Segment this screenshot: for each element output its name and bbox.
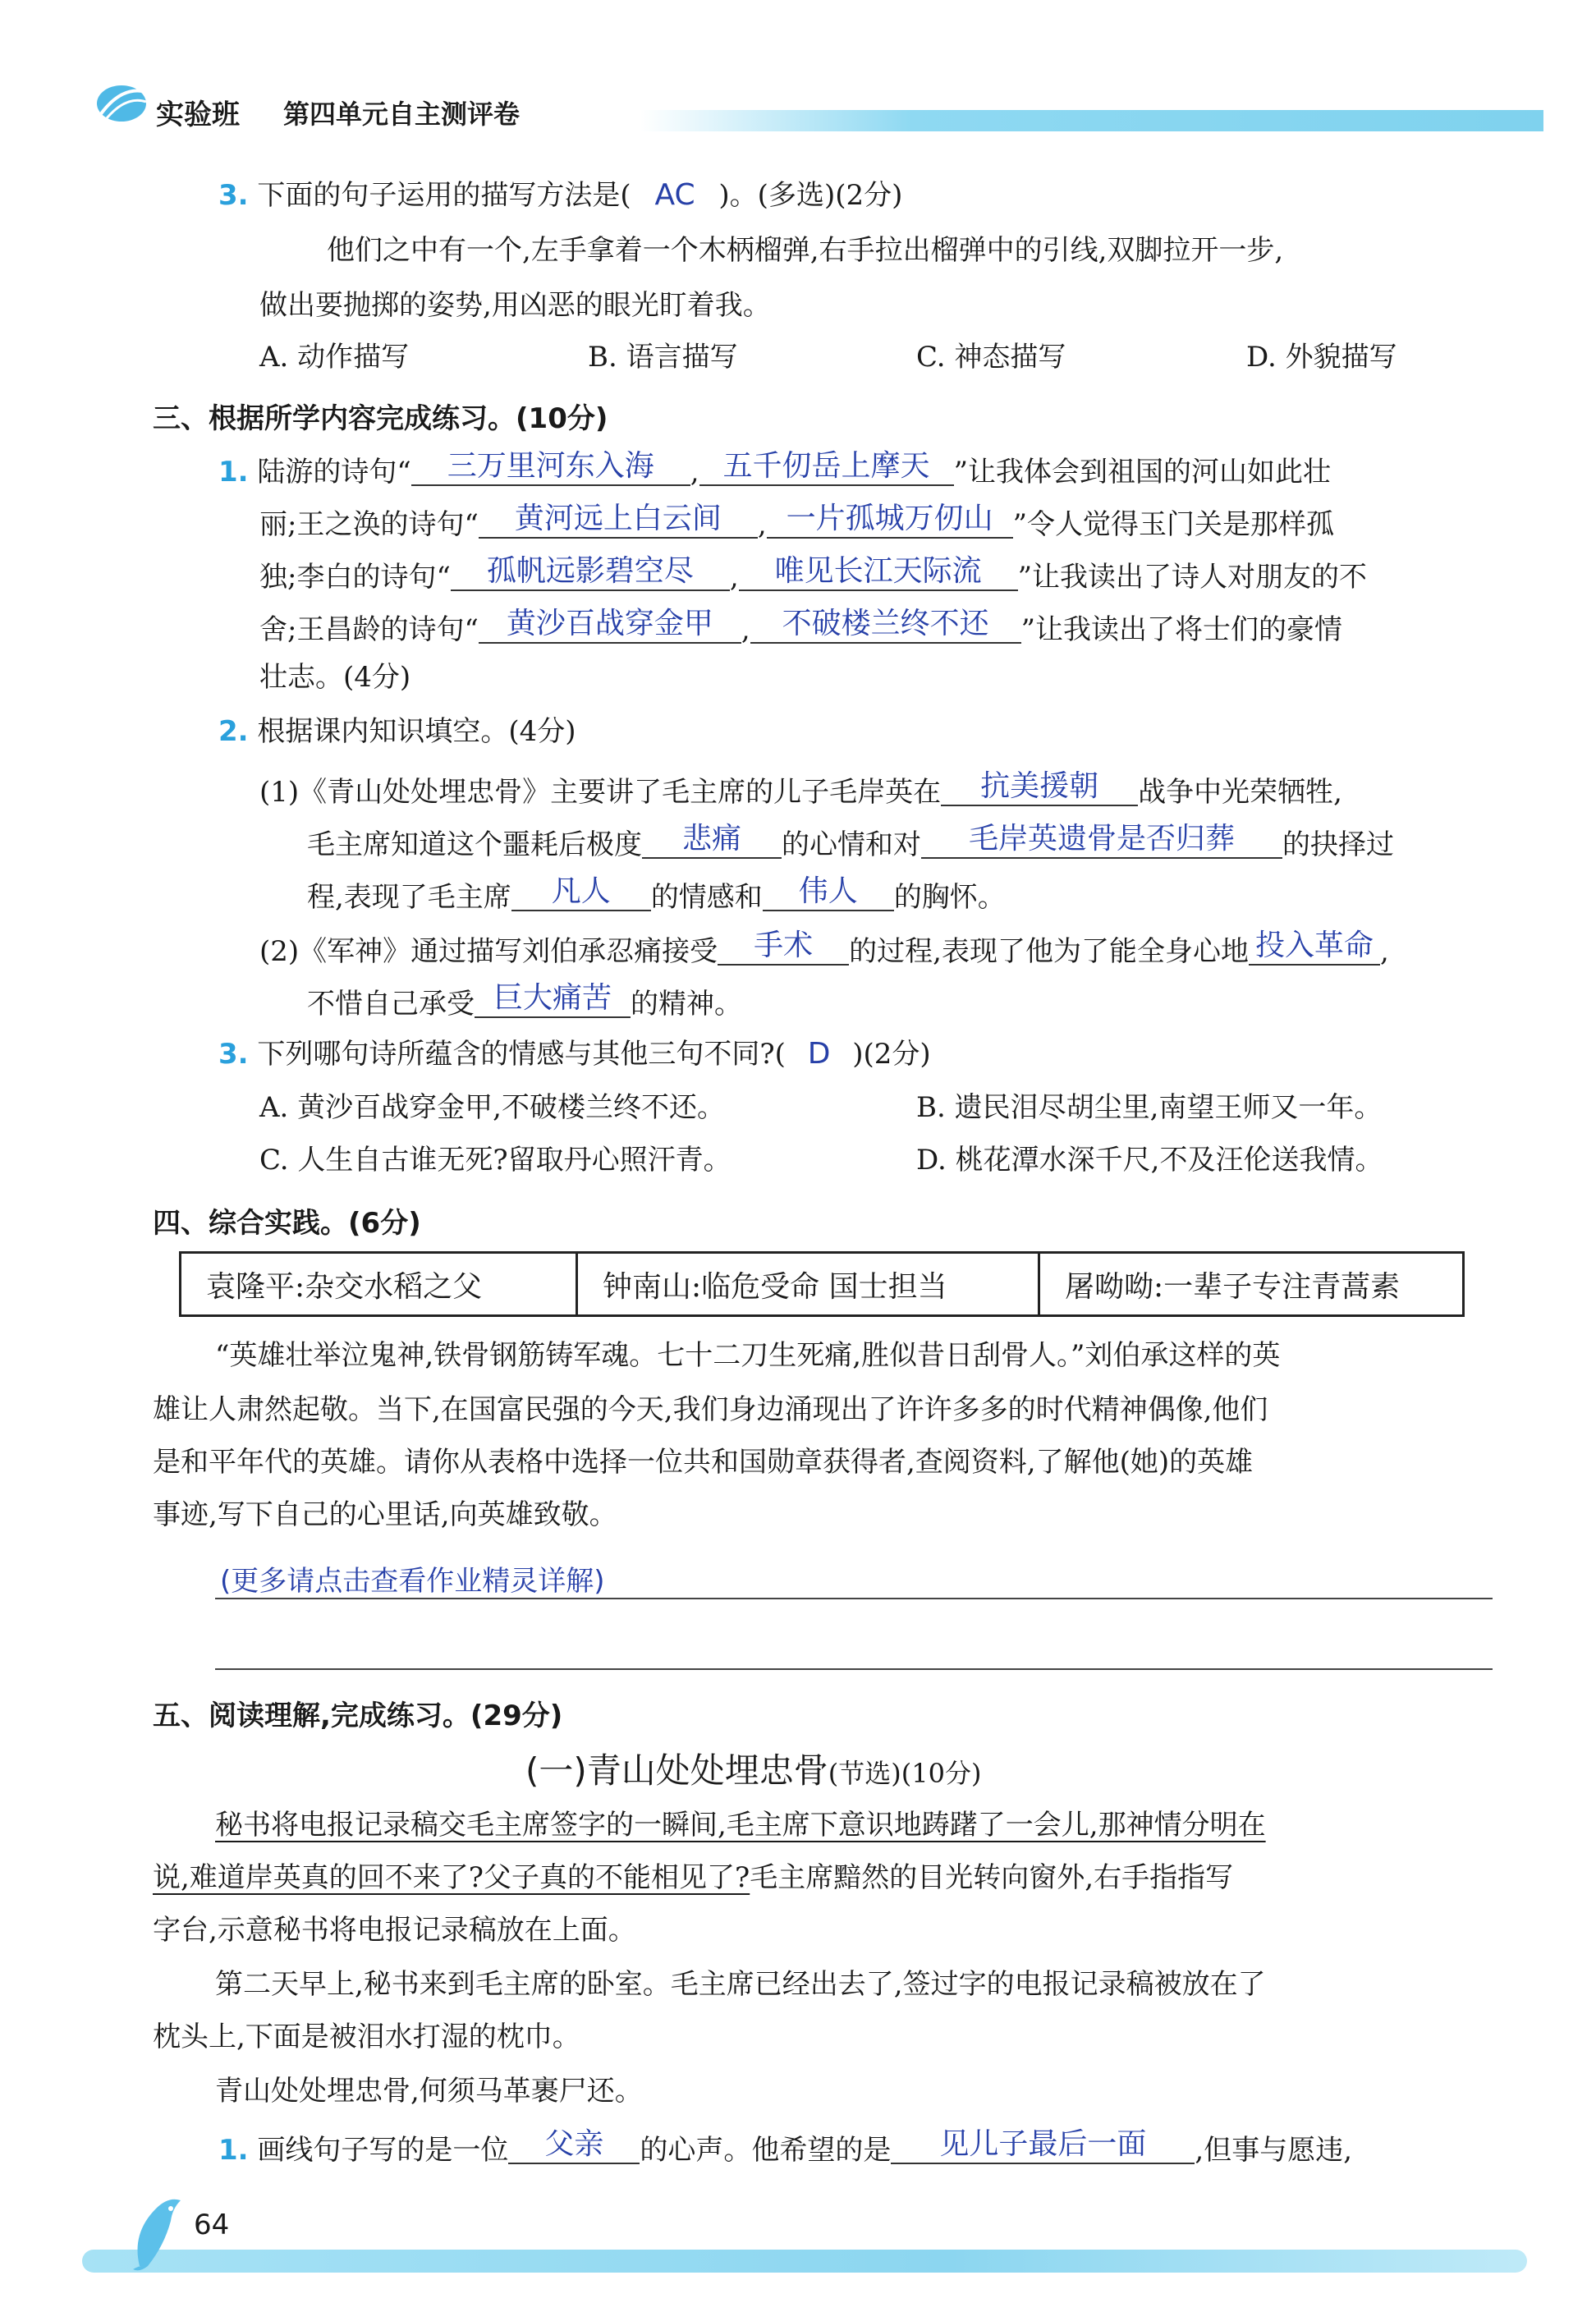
s3q2-line-4: (2)《军神》通过描写刘伯承忍痛接受 手术 的过程,表现了他为了能全身心地 投入革命 , [259,929,1389,968]
s3q2-line-5: 不惜自己承受 巨大痛苦 的精神。 [307,981,742,1021]
answer-s3q3: D [807,1037,831,1071]
option-a: A. 动作描写 [259,341,410,374]
s3q2-line-3: 程,表现了毛主席 凡人 的情感和 伟人 的胸怀。 [307,874,1006,914]
answer-grief: 悲痛 [642,824,782,859]
answer-poem-6: 唯见长江天际流 [739,557,1018,591]
s3q1-line-1: 1. 陆游的诗句“ 三万里河东入海 , 五千仞岳上摩天 ”让我体会到祖国的河山如此壮 [218,449,1331,489]
section-5-title: 五、阅读理解,完成练习。(29分) [153,1700,563,1732]
hero-cell-3: 屠呦呦:一辈子专注青蒿素 [1039,1253,1464,1316]
reading-p1-line-1: 秘书将电报记录稿交毛主席签字的一瞬间,毛主席下意识地踌躇了一会儿,那神情分明在 [215,1809,1266,1842]
s3q2-line-1: (1)《青山处处埋忠骨》主要讲了毛主席的儿子毛岸英在 抗美援朝 战争中光荣牺牲, [259,769,1342,809]
answer-poem-5: 孤帆远影碧空尽 [451,557,730,591]
reading-q1: 1. 画线句子写的是一位 父亲 的心声。他希望的是 见儿子最后一面 ,但事与愿违, [218,2127,1353,2167]
s3q1-line-5: 壮志。(4分) [259,661,411,694]
answer-pain: 巨大痛苦 [475,984,631,1018]
answer-revolution: 投入革命 [1249,931,1380,966]
page-number: 64 [194,2209,230,2241]
reading-subtitle: (一)青山处处埋忠骨(节选)(10分) [525,1750,982,1791]
s3q2-title: 2. 根据课内知识填空。(4分) [218,715,576,748]
s3q2-line-2: 毛主席知道这个噩耗后极度 悲痛 的心情和对 毛岸英遗骨是否归葬 的抉择过 [307,822,1394,861]
answer-poem-8: 不破楼兰终不还 [750,609,1021,644]
reading-p1-line-3: 字台,示意秘书将电报记录稿放在上面。 [153,1914,636,1947]
s3q1-line-4: 舍;王昌龄的诗句“ 黄沙百战穿金甲 , 不破楼兰终不还 ”让我读出了将士们的豪情 [259,607,1343,646]
sec4-para-2: 雄让人肃然起敬。当下,在国富民强的今天,我们身边涌现出了许许多多的时代精神偶像,他们 [153,1393,1268,1426]
question-3a: 3. 下面的句子运用的描写方法是( AC )。(多选)(2分) [218,178,903,212]
s3q3: 3. 下列哪句诗所蕴含的情感与其他三句不同?( D )(2分) [218,1037,931,1071]
brand-label: 实验班 [156,99,240,131]
answer-ordinary: 凡人 [511,877,651,911]
option-d: D. 外貌描写 [1246,341,1397,374]
answer-wish: 见儿子最后一面 [891,2130,1195,2164]
answer-great: 伟人 [763,877,894,911]
s3q3-option-d: D. 桃花潭水深千尺,不及汪伦送我情。 [916,1144,1383,1177]
hero-cell-1: 袁隆平:杂交水稻之父 [181,1253,577,1316]
answer-surgery: 手术 [718,931,849,966]
reading-p1-line-2: 说,难道岸英真的回不来了?父子真的不能相见了?毛主席黯然的目光转向窗外,右手指指写 [153,1861,1234,1894]
reading-p3: 青山处处埋忠骨,何须马革裹尸还。 [215,2075,643,2108]
passage-line-2: 做出要抛掷的姿势,用凶恶的眼光盯着我。 [259,289,771,322]
sec4-para-1: “英雄壮举泣鬼神,铁骨钢筋铸军魂。七十二刀生死痛,胜似昔日刮骨人。”刘伯承这样的英 [215,1339,1281,1372]
answer-poem-3: 黄河远上白云间 [479,504,758,539]
option-c: C. 神态描写 [916,341,1066,374]
s3q1-line-2: 丽;王之涣的诗句“ 黄河远上白云间 , 一片孤城万仞山 ”令人觉得玉门关是那样孤 [259,502,1335,541]
reading-p2-line-2: 枕头上,下面是被泪水打湿的枕巾。 [153,2021,580,2053]
s3q3-option-b: B. 遗民泪尽胡尘里,南望王师又一年。 [916,1091,1383,1124]
details-link[interactable]: (更多请点击查看作业精灵详解) [220,1565,605,1598]
answer-war: 抗美援朝 [941,772,1138,806]
s3q3-option-c: C. 人生自古谁无死?留取丹心照汗青。 [259,1144,732,1177]
answer-father: 父亲 [508,2130,640,2164]
s3q1-line-3: 独;李白的诗句“ 孤帆远影碧空尽 , 唯见长江天际流 ”让我读出了诗人对朋友的不 [259,554,1368,594]
paper-title: 第四单元自主测评卷 [283,99,521,130]
passage-line-1: 他们之中有一个,左手拿着一个木柄榴弹,右手拉出榴弹中的引线,双脚拉开一步, [327,234,1284,267]
heroes-table [179,1251,1465,1317]
sec4-para-4: 事迹,写下自己的心里话,向英雄致敬。 [153,1498,617,1531]
hero-cell-2: 钟南山:临危受命 国士担当 [577,1253,1039,1316]
writing-line-2 [215,1668,1493,1670]
reading-p2-line-1: 第二天早上,秘书来到毛主席的卧室。毛主席已经出去了,签过字的电报记录稿被放在了 [215,1968,1266,2001]
answer-poem-4: 一片孤城万仞山 [767,504,1013,539]
section-3-title: 三、根据所学内容完成练习。(10分) [153,402,608,435]
option-b: B. 语言描写 [588,341,738,374]
dolphin-icon [123,2184,189,2274]
answer-poem-1: 三万里河东入海 [411,452,690,486]
answer-choice: 毛岸英遗骨是否归葬 [921,824,1282,859]
footer-stripe [82,2250,1527,2273]
writing-line-1 [215,1598,1493,1599]
answer-poem-7: 黄沙百战穿金甲 [479,609,741,644]
answer-q3a: AC [654,178,695,212]
section-4-title: 四、综合实践。(6分) [153,1207,421,1240]
sec4-para-3: 是和平年代的英雄。请你从表格中选择一位共和国勋章获得者,查阅资料,了解他(她)的英雄 [153,1446,1254,1479]
s3q3-option-a: A. 黄沙百战穿金甲,不破楼兰终不还。 [259,1091,725,1124]
answer-poem-2: 五千仞岳上摩天 [699,452,954,486]
leaf-logo-icon [92,77,151,126]
header-stripe [640,110,1543,131]
